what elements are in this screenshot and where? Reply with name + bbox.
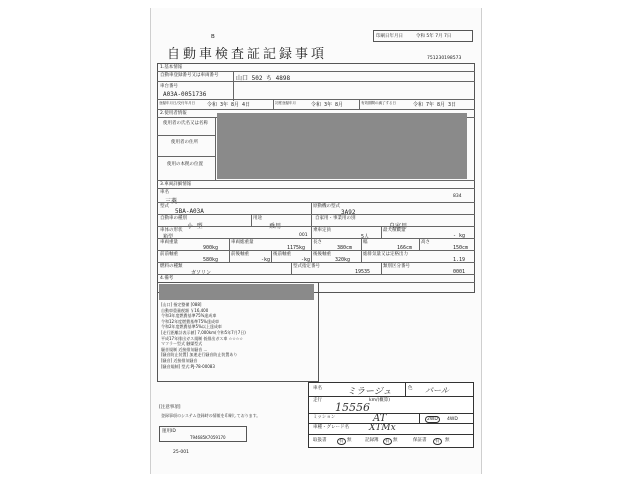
user-name-label: 使用者の氏名又は名称 bbox=[163, 121, 208, 126]
operation-id-label: 運用ID bbox=[162, 429, 176, 434]
redacted-user-info bbox=[217, 113, 467, 179]
section3-heading: 3.車両詳細情報 bbox=[160, 182, 192, 187]
memo-warranty-yes: 有 bbox=[435, 439, 440, 444]
issue-date-label: 印刷日年月日 bbox=[376, 34, 403, 39]
model-value: 5BA-A03A bbox=[175, 208, 204, 215]
remark-line: [山口] 指定整備 [088] bbox=[161, 302, 202, 307]
memo-grade-label: 車種・グレード名 bbox=[313, 425, 349, 430]
memo-mileage-label: 走行 bbox=[313, 398, 322, 403]
body-shape-label: 車体の形状 bbox=[160, 228, 183, 233]
maker-code: 834 bbox=[453, 194, 462, 199]
section1-heading: 1.基本情報 bbox=[160, 65, 183, 70]
front-rear-axle-label: 前後軸重 bbox=[231, 252, 249, 257]
body-shape-value: 箱型 bbox=[163, 234, 174, 240]
engine-value: 3A92 bbox=[341, 209, 356, 216]
memo-docs-yes: 有 bbox=[339, 439, 344, 444]
width-label: 幅 bbox=[363, 240, 368, 245]
vehicle-weight-value: 900kg bbox=[203, 245, 219, 251]
type-cert-value: 19535 bbox=[355, 269, 371, 275]
serial-number: 751230198573 bbox=[427, 56, 462, 61]
memo-drive-2wd: 2WD bbox=[427, 417, 438, 422]
width-value: 166cm bbox=[397, 245, 413, 251]
capacity-value: 5人 bbox=[361, 234, 370, 240]
memo-docs-label: 取扱書 bbox=[313, 438, 327, 443]
registration-number-value: 山口 502 ち 4898 bbox=[236, 75, 291, 82]
type-mark: B bbox=[211, 34, 215, 40]
category-label: 自動車の種別 bbox=[160, 216, 187, 221]
memo-transmission-value: AT bbox=[373, 413, 387, 424]
gross-weight-value: 1175kg bbox=[287, 245, 306, 251]
type-cert-label: 型式指定番号 bbox=[293, 264, 320, 269]
remark-line: 令和3年度燃費基準75%達成車 bbox=[161, 313, 217, 319]
first-registration-label: 登録年月日/交付年月日 bbox=[159, 101, 196, 105]
memo-warranty-label: 保証書 bbox=[413, 438, 427, 443]
chassis-number-label: 車台番号 bbox=[160, 84, 178, 89]
memo-docs-no: 無 bbox=[347, 438, 352, 443]
expiry-label: 有効期間の満了する日 bbox=[361, 101, 396, 105]
remark-line: 自動車重量税額 ￥16,400 bbox=[161, 307, 209, 313]
issue-date-box bbox=[373, 30, 473, 42]
remarks-list bbox=[161, 302, 246, 369]
length-value: 380cm bbox=[337, 245, 353, 251]
displacement-value: 1.19 bbox=[453, 257, 466, 263]
remark-line: マフラー型式 触媒型式 bbox=[161, 341, 203, 347]
memo-transmission-label: ミッション bbox=[313, 415, 336, 420]
fuel-value: ガソリン bbox=[191, 270, 212, 276]
class-number-value: 0001 bbox=[453, 269, 466, 275]
memo-record-label: 記録簿 bbox=[365, 438, 379, 443]
body-shape-code: 001 bbox=[299, 233, 308, 238]
remark-line: [騒音規制] 型式:PJ-78-00083 bbox=[161, 363, 215, 369]
memo-car-name-label: 車名 bbox=[313, 386, 322, 391]
use-label: 用途 bbox=[253, 216, 262, 221]
displacement-label: 総排気量又は定格出力 bbox=[363, 252, 408, 257]
max-load-value: - kg bbox=[453, 233, 466, 239]
purpose-value: 自家用 bbox=[389, 223, 408, 230]
maker-value: 三菱 bbox=[165, 198, 178, 205]
remark-line: 令和12年度燃費基準75%達成車 bbox=[161, 318, 219, 324]
fuel-label: 燃料の種類 bbox=[160, 264, 183, 269]
memo-record-no: 無 bbox=[393, 438, 398, 443]
gross-weight-label: 車両総重量 bbox=[231, 240, 254, 245]
model-label: 型式 bbox=[160, 204, 169, 209]
document-title: 自動車検査証記録事項 bbox=[167, 47, 328, 62]
expiry-value: 令和 7年 8月 3日 bbox=[413, 102, 457, 108]
engine-label: 原動機の型式 bbox=[313, 204, 340, 209]
rear-front-axle-value: -kg bbox=[301, 257, 311, 263]
maker-label: 車名 bbox=[160, 190, 169, 195]
first-registration-month-value: 令和 3年 8月 bbox=[311, 102, 344, 108]
class-number-label: 類別区分番号 bbox=[383, 264, 410, 269]
memo-car-name-value: ミラージュ bbox=[347, 387, 392, 397]
capacity-label: 乗車定員 bbox=[313, 228, 331, 233]
issue-date-value: 令和 5年 7月 7日 bbox=[416, 34, 452, 39]
rear-rear-axle-label: 後後軸重 bbox=[313, 252, 331, 257]
front-front-axle-label: 前前軸重 bbox=[160, 252, 178, 257]
memo-warranty-no: 無 bbox=[445, 438, 450, 443]
first-registration-month-label: 初度登録年月 bbox=[275, 101, 296, 105]
remark-line: 平成17年排出ガス規制 低排出ガス車 ☆☆☆☆ bbox=[161, 335, 243, 341]
length-label: 長さ bbox=[313, 240, 322, 245]
memo-drive-4wd: 4WD bbox=[447, 417, 458, 422]
height-value: 150cm bbox=[453, 245, 469, 251]
category-value: 小 型 bbox=[187, 223, 203, 230]
front-front-axle-value: 580kg bbox=[203, 257, 219, 263]
dealer-memo-sticker bbox=[308, 382, 474, 448]
remark-line: [走行距離計表示値] 7,000km(令和5年7月7日) bbox=[161, 329, 246, 335]
chassis-number-value: A03A-0051736 bbox=[163, 91, 207, 98]
use-value: 乗用 bbox=[269, 223, 282, 230]
notice-text: 登録事項のシステム登録時の情報を印刷しております。 bbox=[161, 413, 261, 418]
user-address-label: 使用者の住所 bbox=[171, 140, 198, 145]
max-load-label: 最大積載量 bbox=[383, 228, 406, 233]
section4-heading: 4.備考 bbox=[160, 276, 174, 281]
rear-rear-axle-value: 320kg bbox=[335, 257, 351, 263]
remark-line: [騒音] 近接排気騒音 bbox=[161, 357, 198, 363]
remark-line: 令和2年度燃費基準5%以上達成車 bbox=[161, 324, 222, 330]
first-registration-value: 令和 3年 8月 4日 bbox=[207, 102, 251, 108]
operation-id-box bbox=[159, 426, 247, 442]
purpose-label: 自家用・事業用の別 bbox=[315, 216, 356, 221]
rear-front-axle-label: 後前軸重 bbox=[273, 252, 291, 257]
base-location-label: 使用の本拠の位置 bbox=[167, 162, 203, 167]
footer-code: 25-001 bbox=[173, 450, 189, 455]
memo-mileage-unit: km/(概算) bbox=[369, 398, 391, 403]
remark-line: 騒音規制 近接排気騒音 ... bbox=[161, 346, 208, 352]
memo-grade-value: XTMx bbox=[369, 423, 396, 433]
vehicle-weight-label: 車両重量 bbox=[160, 240, 178, 245]
memo-mileage-value: 15556 bbox=[335, 401, 370, 414]
section2-heading: 2.使用者情報 bbox=[160, 111, 187, 116]
memo-color-value: パール bbox=[425, 386, 449, 395]
memo-color-label: 色 bbox=[408, 386, 413, 391]
notice-heading: [注意事項] bbox=[159, 405, 181, 410]
front-rear-axle-value: -kg bbox=[261, 257, 271, 263]
height-label: 高さ bbox=[421, 240, 430, 245]
operation-id-value: T94685K7059170 bbox=[190, 435, 226, 440]
registration-number-label: 自動車登録番号又は車両番号 bbox=[160, 73, 219, 78]
remark-line: [騒音防止装置] 加速走行騒音防止装置あり bbox=[161, 352, 238, 358]
memo-record-yes: 有 bbox=[385, 439, 390, 444]
